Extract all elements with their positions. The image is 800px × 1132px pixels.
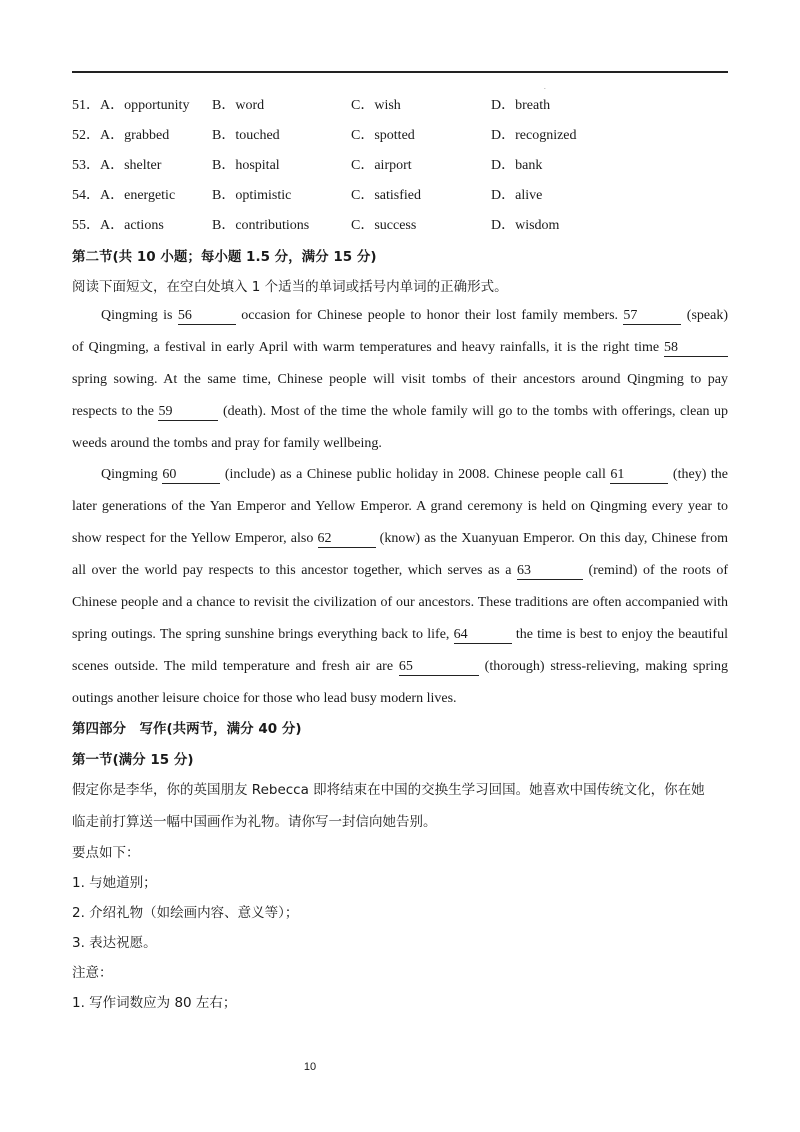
option-c: C．airport [351, 158, 412, 173]
option-d: D．alive [491, 188, 543, 203]
passage-line: scenes outside. The mild temperature and fresh air are 65 (thorough) stress-relieving, making spring [72, 659, 728, 674]
option-b: B．contributions [212, 218, 310, 233]
blank-64[interactable]: 64 [454, 626, 512, 644]
blank-59[interactable]: 59 [158, 403, 218, 421]
option-c: C．success [351, 218, 417, 233]
option-b: B．hospital [212, 158, 280, 173]
point-item: 1. 与她道别； [72, 875, 157, 891]
passage-line: spring outings. The spring sunshine brings everything back to life, 64 the time is best to enjoy the beautiful [72, 627, 728, 642]
blank-56[interactable]: 56 [178, 307, 236, 325]
header-rule [72, 71, 728, 73]
option-a: A．grabbed [100, 128, 170, 143]
option-b: B．word [212, 98, 265, 113]
blank-62[interactable]: 62 [318, 530, 376, 548]
passage-line: Qingming 60 (include) as a Chinese public holiday in 2008. Chinese people call 61 (they) the [101, 467, 729, 482]
points-label: 要点如下： [72, 845, 140, 861]
blank-58[interactable]: 58 [664, 339, 728, 357]
passage-line: of Qingming, a festival in early April with warm temperatures and heavy rainfalls, it is the right time 58 [72, 338, 728, 358]
option-d: D．breath [491, 98, 551, 113]
question-number: 52． [72, 128, 100, 143]
question-number: 53． [72, 158, 100, 173]
point-item: 3. 表达祝愿。 [72, 935, 157, 951]
question-number: 51． [72, 98, 100, 113]
passage-line: respects to the 59 (death). Most of the time the whole family will go to the tombs with offerings, clean up [72, 404, 728, 419]
passage-line: Chinese people and a chance to revisit the civilization of our ancestors. These traditions are often accompanied with [72, 595, 728, 610]
blank-65[interactable]: 65 [399, 658, 479, 676]
page-number: 10 [303, 1061, 317, 1073]
passage-line: show respect for the Yellow Emperor, also 62 (know) as the Xuanyuan Emperor. On this day, Chinese from [72, 531, 728, 546]
section2-instruction: 阅读下面短文，在空白处填入 1 个适当的单词或括号内单词的正确形式。 [72, 279, 508, 295]
option-d: D．wisdom [491, 218, 560, 233]
option-c: C．wish [351, 98, 401, 113]
option-b: B．optimistic [212, 188, 292, 203]
writing-prompt: 假定你是李华，你的英国朋友 Rebecca 即将结束在中国的交换生学习回国。她喜欢中国传统文化，你在她 [72, 782, 705, 798]
passage-line: all over the world pay respects to this ancestor together, which serves as a 63 (remind) of the roots of [72, 563, 728, 578]
option-c: C．satisfied [351, 188, 421, 203]
question-number: 54． [72, 188, 100, 203]
note-item: 1. 写作词数应为 80 左右； [72, 995, 237, 1011]
passage-line: weeds around the tombs and pray for family wellbeing. [72, 436, 382, 451]
scan-mark: . [544, 83, 546, 91]
blank-60[interactable]: 60 [162, 466, 220, 484]
passage-line: outings another leisure choice for those who lead busy modern lives. [72, 691, 457, 706]
option-d: D．bank [491, 158, 543, 173]
point-item: 2. 介绍礼物（如绘画内容、意义等）； [72, 905, 299, 921]
passage-line: spring sowing. At the same time, Chinese people will visit tombs of their ancestors around Qingming to pay [72, 372, 728, 387]
question-number: 55． [72, 218, 100, 233]
blank-61[interactable]: 61 [610, 466, 668, 484]
option-a: A．energetic [100, 188, 176, 203]
writing-prompt: 临走前打算送一幅中国画作为礼物。请你写一封信向她告别。 [72, 814, 437, 830]
option-c: C．spotted [351, 128, 415, 143]
passage-line: Qingming is 56 occasion for Chinese people to honor their lost family members. 57 (speak) [101, 308, 728, 323]
part4-heading: 第四部分 写作(共两节，满分 40 分) [72, 721, 302, 737]
part4-sub-heading: 第一节(满分 15 分) [72, 752, 194, 768]
option-d: D．recognized [491, 128, 577, 143]
section2-heading: 第二节(共 10 小题；每小题 1.5 分，满分 15 分) [72, 249, 377, 265]
option-a: A．opportunity [100, 98, 190, 113]
option-b: B．touched [212, 128, 280, 143]
blank-57[interactable]: 57 [623, 307, 681, 325]
option-a: A．actions [100, 218, 164, 233]
option-a: A．shelter [100, 158, 162, 173]
notes-label: 注意： [72, 965, 113, 981]
passage-line: later generations of the Yan Emperor and Yellow Emperor. A grand ceremony is held on Qingming every year to [72, 499, 728, 514]
blank-63[interactable]: 63 [517, 562, 583, 580]
